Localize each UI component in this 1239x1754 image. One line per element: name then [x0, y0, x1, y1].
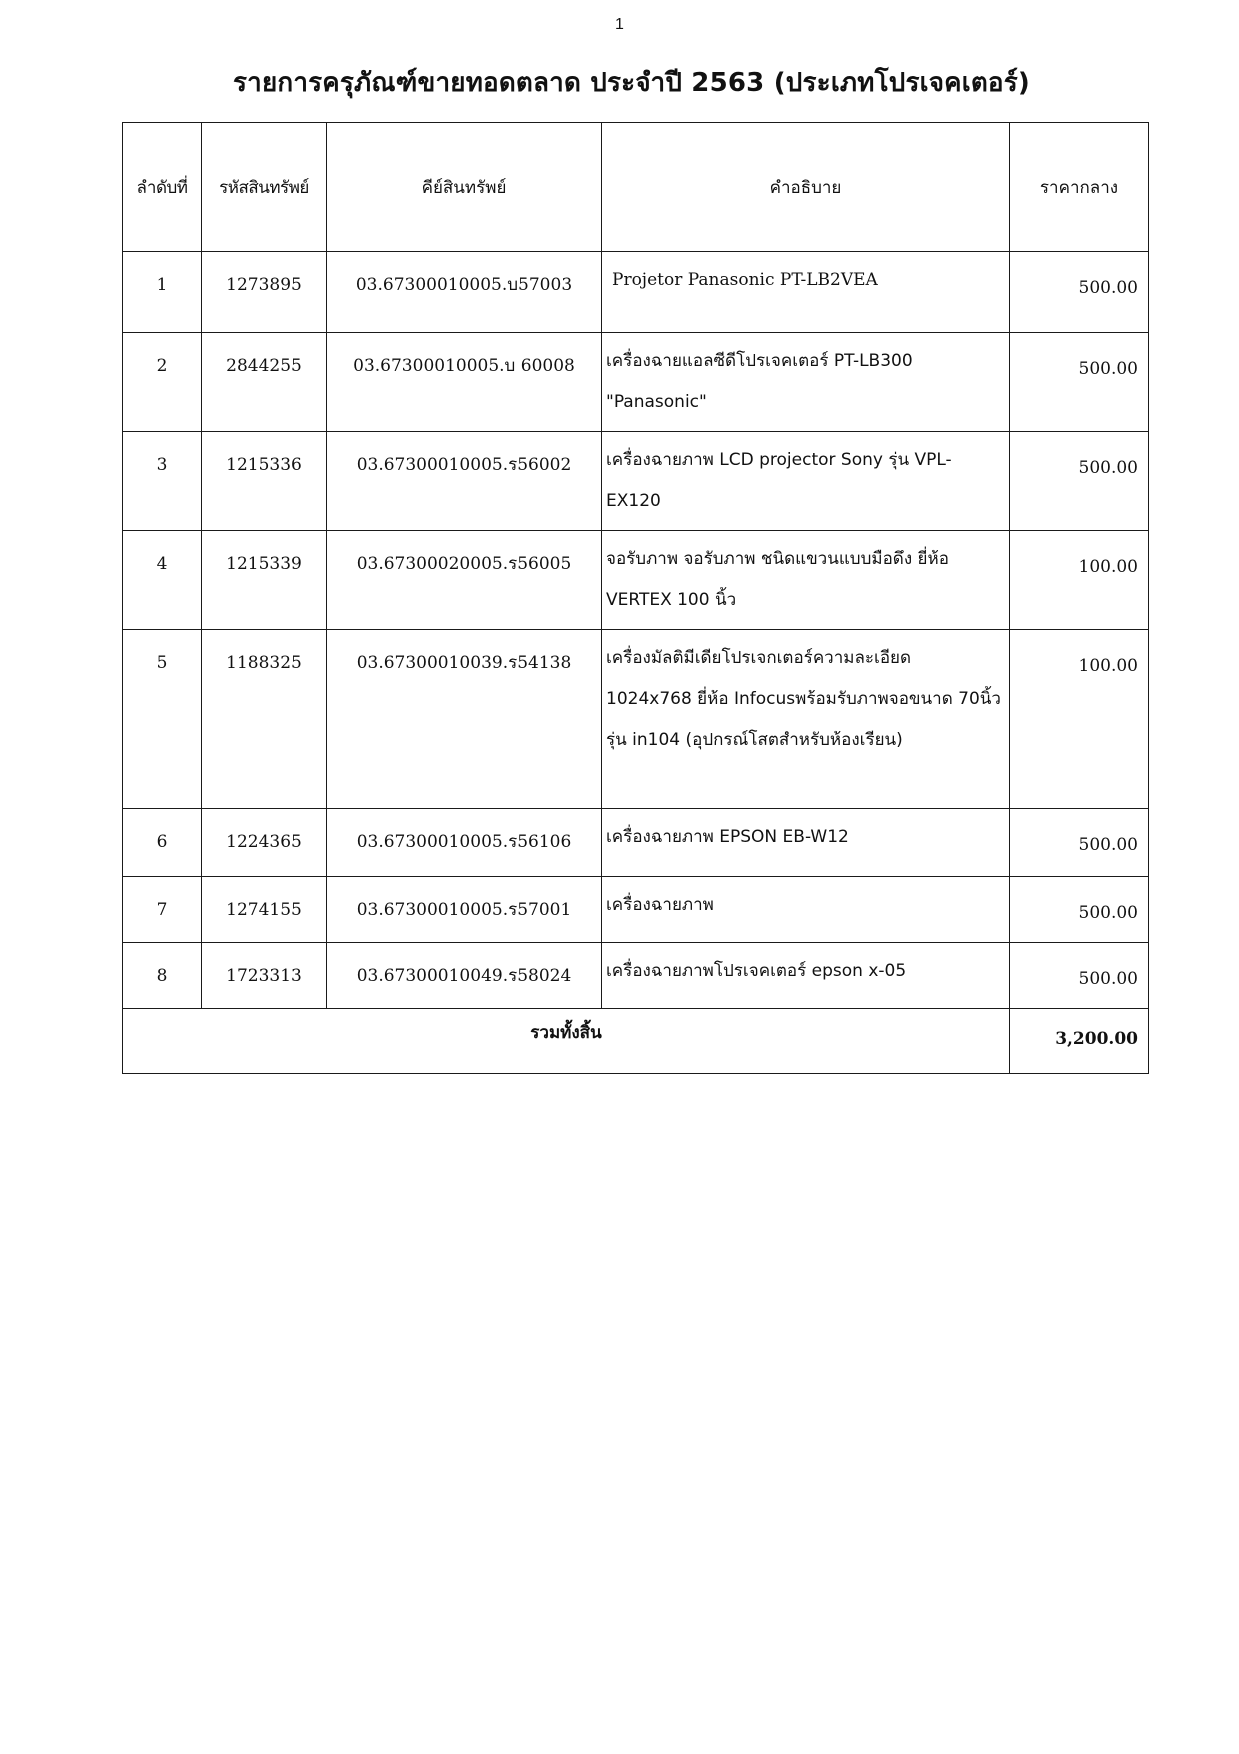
row-asset-key: 03.67300010005.ร56002 — [356, 455, 572, 475]
row-asset-key: 03.67300010005.บ57003 — [355, 275, 573, 295]
document-title: รายการครุภัณฑ์ขายทอดตลาด ประจำปี 2563 (ประเภทโปรเจคเตอร์) — [232, 68, 1030, 98]
row-asset-key: 03.67300010039.ร54138 — [356, 653, 572, 673]
row-asset-code: 1188325 — [226, 653, 302, 673]
total-label-cell — [123, 1009, 1010, 1074]
table-row — [123, 432, 1149, 531]
row-no: 4 — [156, 554, 168, 574]
total-label: รวมทั้งสิ้น — [530, 1023, 602, 1043]
row-no: 3 — [156, 455, 168, 475]
row-asset-code: 2844255 — [226, 356, 302, 376]
header-price: ราคากลาง — [1010, 123, 1149, 252]
row-price: 500.00 — [1078, 969, 1138, 989]
row-description: เครื่องฉายภาพโปรเจคเตอร์ epson x-05 — [606, 961, 907, 981]
row-price: 500.00 — [1078, 359, 1138, 379]
row-price: 500.00 — [1078, 903, 1138, 923]
table-row — [123, 630, 1149, 809]
row-asset-key: 03.67300010049.ร58024 — [356, 966, 572, 986]
row-no: 1 — [156, 275, 168, 295]
row-asset-code: 1215336 — [226, 455, 302, 475]
total-value: 3,200.00 — [1055, 1029, 1138, 1049]
row-asset-code: 1723313 — [226, 966, 302, 986]
page-number: 1 — [615, 16, 624, 33]
row-description: เครื่องมัลติมีเดียโปรเจกเตอร์ความละเอียด 1024x768 ยี่ห้อ Infocusพร้อมรับภาพจอขนาด 70นิ้ว รุ่น in104 (อุปกรณ์โสตสำหรับห้องเรียน) — [606, 648, 1001, 750]
row-asset-key: 03.67300010005.ร57001 — [356, 900, 572, 920]
table-row — [123, 252, 1149, 333]
row-description: เครื่องฉายแอลซีดีโปรเจคเตอร์ PT-LB300 "Panasonic" — [606, 351, 913, 412]
row-price: 100.00 — [1078, 656, 1138, 676]
row-asset-key: 03.67300020005.ร56005 — [356, 554, 572, 574]
row-no: 8 — [156, 966, 168, 986]
row-asset-code: 1215339 — [226, 554, 302, 574]
row-asset-key: 03.67300010005.ร56106 — [356, 832, 572, 852]
header-asset-code: รหัสสินทรัพย์ — [202, 123, 327, 252]
row-price: 500.00 — [1078, 835, 1138, 855]
row-no: 6 — [156, 832, 168, 852]
asset-table — [122, 122, 1149, 1074]
row-asset-key: 03.67300010005.บ 60008 — [353, 356, 575, 376]
row-asset-code: 1273895 — [226, 275, 302, 295]
row-no: 7 — [156, 900, 168, 920]
row-no: 5 — [156, 653, 168, 673]
table-row — [123, 809, 1149, 877]
row-no: 2 — [156, 356, 168, 376]
row-asset-code: 1274155 — [226, 900, 302, 920]
total-row — [123, 1009, 1149, 1074]
row-price: 100.00 — [1078, 557, 1138, 577]
table-row — [123, 531, 1149, 630]
row-description: เครื่องฉายภาพ EPSON EB-W12 — [606, 827, 849, 847]
table-row — [123, 333, 1149, 432]
row-description: Projetor Panasonic PT-LB2VEA — [612, 270, 878, 290]
table-header-row — [123, 123, 1149, 252]
table-row — [123, 877, 1149, 943]
row-price: 500.00 — [1078, 278, 1138, 298]
row-price: 500.00 — [1078, 458, 1138, 478]
row-asset-code: 1224365 — [226, 832, 302, 852]
row-description: เครื่องฉายภาพ — [606, 895, 714, 915]
table-row — [123, 943, 1149, 1009]
row-description: เครื่องฉายภาพ LCD projector Sony รุ่น VPL-EX120 — [606, 450, 952, 511]
header-asset-key: คีย์สินทรัพย์ — [327, 123, 602, 252]
header-description: คำอธิบาย — [602, 123, 1010, 252]
header-no: ลำดับที่ — [123, 123, 202, 252]
row-description: จอรับภาพ จอรับภาพ ชนิดแขวนแบบมือดึง ยี่ห้อ VERTEX 100 นิ้ว — [606, 549, 949, 610]
total-value-cell — [1010, 1009, 1149, 1074]
